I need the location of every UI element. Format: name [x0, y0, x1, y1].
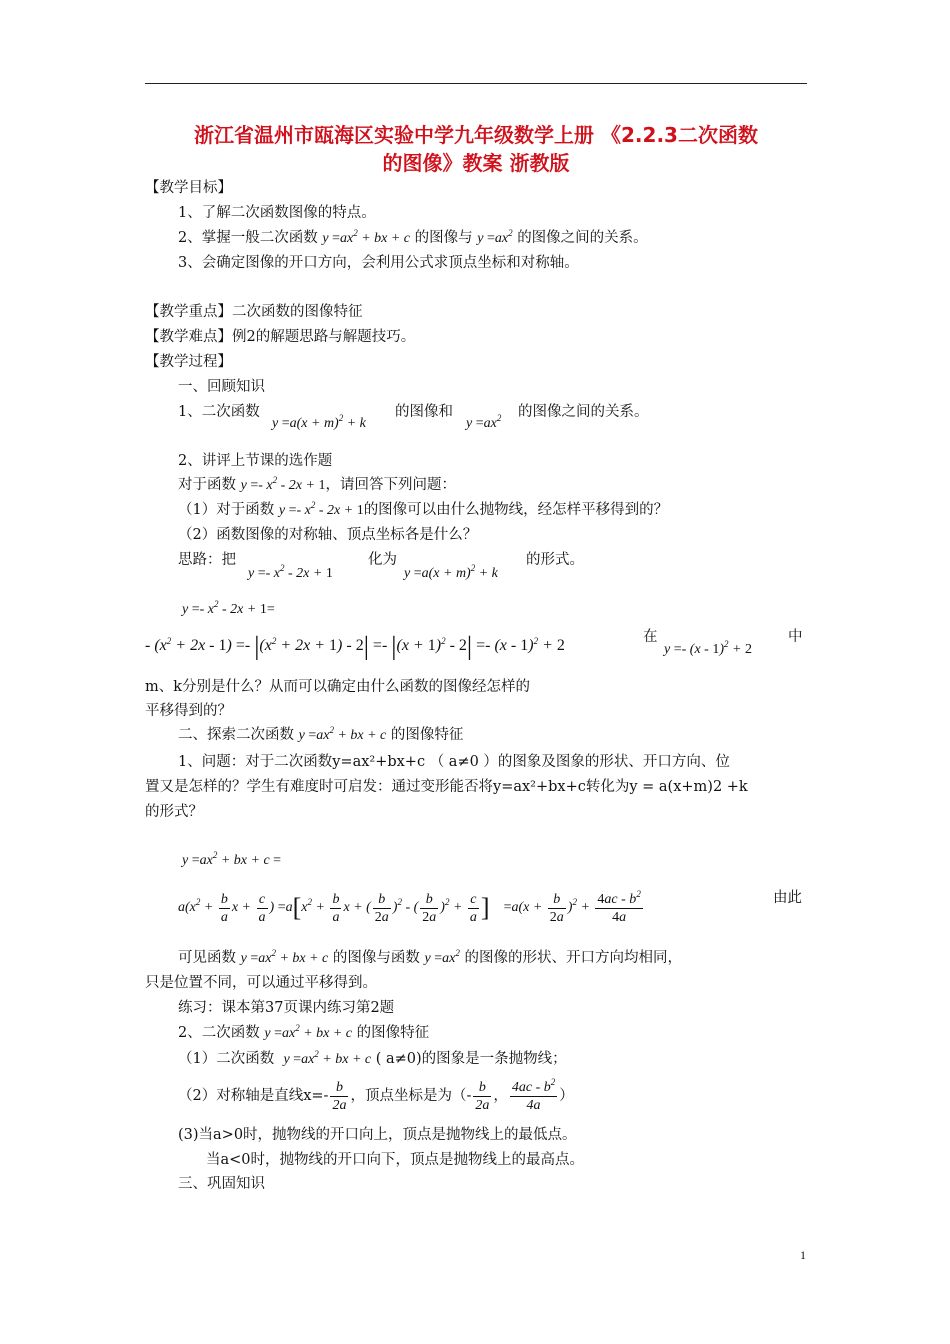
feature-3-line-1: (3)当a>0时，抛物线的开口向上，顶点是抛物线上的最低点。: [178, 1127, 577, 1143]
doc-title-line1: 浙江省温州市瓯海区实验中学九年级数学上册 《2.2.3二次函数: [194, 123, 758, 147]
key-point: 【教学重点】二次函数的图像特征: [145, 304, 363, 320]
visible-line-2: 只是位置不同，可以通过平移得到。: [145, 975, 377, 991]
review-1: 1、二次函数: [178, 404, 260, 420]
consolidate-heading: 三、巩固知识: [178, 1176, 265, 1192]
question-1: （1）对于函数 $y =- x^2 - 2x + 1$的图像可以由什么抛物线，经怎样平移得到的？: [178, 500, 669, 518]
feature-3-line-2: 当a<0时，抛物线的开口向下，顶点是抛物线上的最高点。: [206, 1152, 585, 1168]
general-form-start: $y =ax^2$ + bx + c =: [182, 850, 282, 868]
derivation-start: $y =- x^2 - 2x + 1=$: [182, 599, 275, 617]
result-formula: y =- (x - 1)$^2$ + 2: [664, 639, 752, 657]
practice: 练习：课本第37页课内练习第2题: [178, 1000, 395, 1016]
problem-line-3: 的形式？: [145, 804, 203, 820]
review-1-mid: 的图像和: [395, 404, 453, 420]
idea-c: 的形式。: [526, 552, 584, 568]
review-2: 2、讲评上节课的选作题: [178, 453, 333, 469]
completing-square: $a(x^2$ + $\frac{b}{a}$ x + $\frac{c}{a}$ ) $=a[x^2$ + $\frac{b}{a}$ x + ( $\frac{b}{2a}$ )$^2$ - ( $\frac{b}{2a}$ )$^2$ + $\frac{c}{a}$ ] =a(x + $\frac{b}{2a}$ )$^2$ + $\frac{4ac - b^2}{4a}$: [178, 888, 641, 925]
doc-title-line2: 的图像》教案 浙教版: [382, 151, 570, 175]
problem-line-1: 1、问题：对于二次函数y=ax²+bx+c （ a≠0 ）的图象及图象的形状、开口方向、位: [178, 754, 730, 770]
difficulty: 【教学难点】例2的解题思路与解题技巧。: [145, 329, 416, 345]
formula-vertex-form: $y =a(x + m)^2 + k$: [272, 413, 366, 431]
mid-word: 中: [788, 629, 803, 645]
in-word: 在: [643, 629, 658, 645]
formula-ax2: $y =ax^2$: [466, 413, 502, 431]
review-heading: 一、回顾知识: [178, 379, 265, 395]
header-rule: [145, 83, 807, 84]
idea-formula-1: $y =- x^2 - 2x + 1$: [248, 563, 333, 581]
review-1-end: 的图像之间的关系。: [518, 404, 649, 420]
goal-2: 2、掌握一般二次函数 $y =ax^2$ + bx + c 的图像与 $y =ax^2$ 的图像之间的关系。: [178, 228, 648, 246]
problem-line-2: 置又是怎样的？学生有难度时可启发：通过变形能否将y=ax²+bx+c转化为y = a(x+m)2 +k: [145, 779, 748, 795]
visible-line-1: 可见函数 $y =ax^2$ + bx + c 的图像与函数 $y =ax^2$ 的图像的形状、开口方向均相同，: [178, 948, 682, 966]
idea-formula-2: $y =a(x + m)^2 + k$: [404, 563, 498, 581]
goals-heading: 【教学目标】: [145, 180, 232, 196]
feature-1: （1）二次函数 $y =ax^2$ + bx + c ( a≠0)的图象是一条抛物线；: [178, 1049, 567, 1067]
function-intro: 对于函数 $y =- x^2 - 2x + 1$，请回答下列问题：: [178, 475, 456, 493]
features-heading: 2、二次函数 $y =ax^2$ + bx + c 的图像特征: [178, 1023, 430, 1041]
mk-line-2: 平移得到的？: [145, 703, 232, 719]
idea-a: 思路：把: [178, 552, 236, 568]
youci: 由此: [773, 890, 802, 906]
goal-1: 1、了解二次函数图像的特点。: [178, 205, 376, 221]
goal-3: 3、会确定图像的开口方向，会利用公式求顶点坐标和对称轴。: [178, 255, 579, 271]
mk-line-1: m、k分别是什么？从而可以确定由什么函数的图像经怎样的: [145, 679, 531, 695]
process-heading: 【教学过程】: [145, 354, 232, 370]
explore-heading: 二、探索二次函数 $y =ax^2$ + bx + c 的图像特征: [178, 725, 464, 743]
idea-b: 化为: [368, 552, 397, 568]
derivation-line: - $(x^2 + 2x - 1) =- |(x^2 + 2x + 1) - 2| =- |(x + 1)^2 - 2| =- (x - 1)^2 + 2$: [145, 631, 565, 661]
feature-2: （2）对称轴是直线x=- $\frac{b}{2a}$ ，顶点坐标是为（- $\frac{b}{2a}$ ， $\frac{4ac - b^2}{4a}$ ）: [178, 1076, 574, 1113]
question-2: （2）函数图像的对称轴、顶点坐标各是什么？: [178, 527, 478, 543]
page-number: 1: [800, 1248, 806, 1262]
